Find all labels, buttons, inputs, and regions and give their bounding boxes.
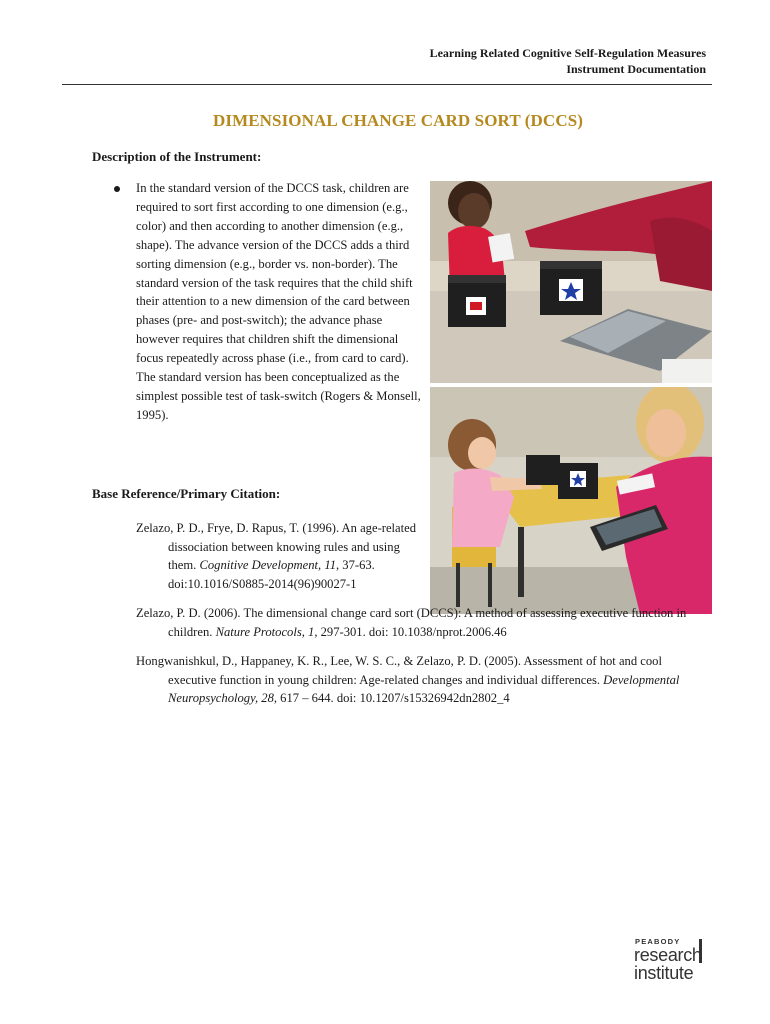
header-line-1: Learning Related Cognitive Self-Regulation Measures	[429, 46, 706, 60]
reference-text: Hongwanishkul, D., Happaney, K. R., Lee, W. S. C., & Zelazo, P. D. (2005). Assessment of hot and cool executive function in young children: Age-related changes and individual differences.	[136, 654, 662, 687]
journal-name: Nature Protocols, 1	[215, 624, 315, 639]
reference-text: Zelazo, P. D. (2006). The dimensional change card sort (DCCS): A method of assessing executive function in children.	[136, 606, 687, 639]
reference-item	[136, 519, 422, 593]
document-title: DIMENSIONAL CHANGE CARD SORT (DCCS)	[212, 111, 584, 130]
description-text: In the standard version of the DCCS task, children are required to sort first according to one dimension (e.g., color) and then according to another dimension (e.g., shape). The advance version of the DCCS adds a third sorting dimension (e.g., border vs. non-border). The standard version of the task requires that the child shift their attention to a new dimension of the card between phases (pre- and post-switch); the advance phase however requires that children shift the dimensional focus repeatedly across phase (i.e., from card to card). The standard version has been conceptualized as the simplest possible test of task-switch (Rogers & Monsell, 1995).	[136, 181, 421, 422]
description-heading: Description of the Instrument:	[92, 149, 262, 164]
reference-doi: , 37-63. doi:10.1016/S0885-2014(96)90027-1	[168, 558, 375, 591]
child-sorting-cards-photo	[430, 181, 712, 383]
logo-peabody: PEABODY	[635, 937, 681, 946]
peabody-research-institute-logo	[634, 937, 708, 993]
reference-doi: , 617 – 644. doi: 10.1207/s15326942dn2802_4	[273, 691, 510, 705]
bullet-icon	[114, 186, 120, 192]
reference-item	[136, 604, 696, 641]
header-line-2: Instrument Documentation	[566, 62, 706, 76]
running-header	[430, 45, 706, 77]
reference-list	[136, 519, 706, 719]
reference-doi: , 297-301. doi: 10.1038/nprot.2006.46	[314, 624, 507, 639]
logo-institute: institute	[634, 963, 694, 983]
reference-text: Zelazo, P. D., Frye, D. Rapus, T. (1996). An age-related dissociation between knowing rules and using them.	[136, 521, 417, 572]
header-divider	[62, 84, 712, 85]
reference-item	[136, 652, 706, 708]
journal-name: Cognitive Development, 11	[199, 558, 336, 572]
journal-name: Developmental Neuropsychology, 28	[168, 672, 680, 705]
logo-research: research	[634, 945, 702, 965]
base-reference-heading: Base Reference/Primary Citation:	[92, 486, 281, 501]
